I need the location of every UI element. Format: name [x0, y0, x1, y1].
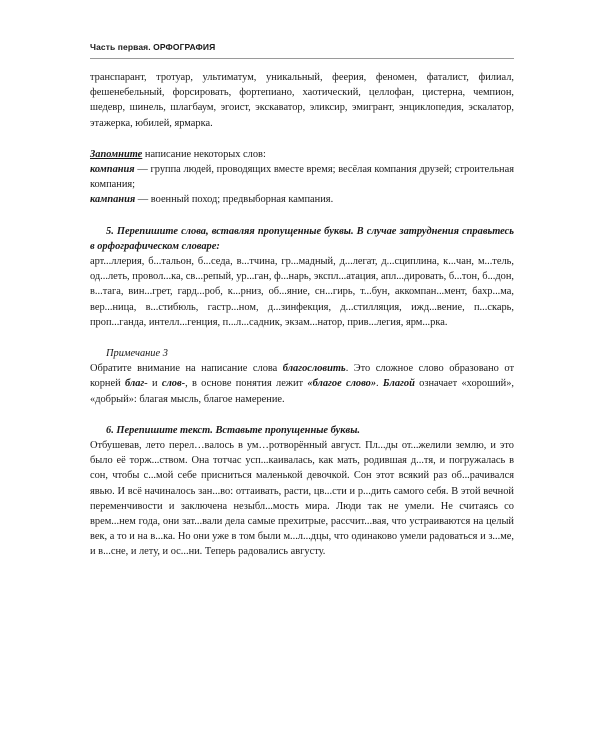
remember-def-2 — [90, 192, 514, 207]
note-3-body — [90, 361, 514, 407]
word-list: транспарант, тротуар, ультиматум, уникальный, феерия, феномен, фаталист, филиал, фешенебельный, форсировать, фортепиано, хаотический, целлофан, цистерна, чемпион, шедевр, шинель, шлагбаум, эгоист, экскаватор, эликсир, эмигрант, энциклопедия, эскалатор, этажерка, юбилей, ярмарка. — [90, 72, 514, 129]
running-head: Часть первая. ОРФОГРАФИЯ — [90, 42, 216, 52]
remember-intro-text: написание некоторых слов: — [142, 148, 266, 160]
note-3-title: Примечание 3 — [106, 348, 168, 360]
remember-definition-1: — группа людей, проводящих вместе время; весёлая компания друзей; строительная компания; — [90, 164, 514, 191]
header-rule — [90, 58, 514, 59]
remember-term-2: кампания — [90, 194, 136, 206]
page-content — [90, 70, 514, 560]
note-text: , в основе понятия лежит — [185, 378, 308, 390]
remember-block — [90, 147, 514, 208]
exercise-5-title: 5. Перепишите слова, вставляя пропущенные буквы. В случае затруднения справьтесь в орфографическом словаре: — [90, 225, 514, 252]
note-term: «благое слово» — [307, 378, 377, 390]
remember-title: Запомните — [90, 148, 143, 160]
note-term: благ- — [124, 378, 148, 390]
note-text: Обратите внимание на написание слова — [90, 363, 283, 375]
exercise-5-body: арт...ллерия, б...тальон, б...седа, в...тчина, гр...мадный, д...легат, д...сциплина, к...чан, м...тель, од...леть, провол...ка, св...репый, ур...ган, ф...нарь, экспл...атация, апл...дировать, б...тон, б...дон, в...тага, вин...грет, гард...роб, к...рниз, об...яние, сн...гирь, т...бун, аккомпан...мент, бахр...ма, вер...ница, в...стибюль, гастр...ном, д...зинфекция, д...стилляция, ижд...вение, п...скарь, проп...ганда, интелл...генция, п...л...садник, экзам...натор, прив...легия, ярм...рка. — [90, 256, 514, 328]
note-text: означает «хороший», «добрый»: благая мысль, благое намерение. — [90, 378, 514, 405]
note-term: Благой — [382, 378, 415, 390]
note-term: благословить — [282, 363, 346, 375]
note-3 — [90, 346, 514, 407]
note-text: и — [147, 378, 162, 390]
note-term: слов- — [161, 378, 186, 390]
note-text: . — [376, 378, 383, 390]
note-text: . Это сложное слово образовано от корней — [90, 363, 514, 390]
remember-term-1: компания — [90, 164, 135, 176]
remember-intro — [90, 147, 514, 162]
exercise-6 — [90, 423, 514, 560]
exercise-6-title: 6. Перепишите текст. Вставьте пропущенные буквы. — [106, 424, 361, 436]
exercise-6-body: Отбушевав, лето перел…валось в ум…ротворённый август. Пл...ды от...желили землю, и это было её торж...ством. Она тотчас усп...каивалась, как мать, родившая д...тя, и погружалась в сон, чтобы с...мой себе присниться маленькой девочкой. Сон этот всякий раз об...рачивался явью. И всё начиналось зан...во: оттаивать, расти, цв...сти и р...дить самого себя. В этой вечной переменчивости и заключена незыбл...мость мира. Люди так не умели. Не считаясь со врем...нем года, они зат...вали дела самые прехитрые, рассчит...вая, что устраиваются на целый век, а то и на в...ка. Но они уже в том были м...л...дцы, что одинаково умели радоваться и з...ме, и в...сне, и лету, и ос...ни. Теперь радовались августу. — [90, 440, 514, 558]
exercise-5 — [90, 224, 514, 330]
remember-definition-2: — военный поход; предвыборная кампания. — [135, 194, 334, 206]
remember-def-1 — [90, 162, 514, 192]
